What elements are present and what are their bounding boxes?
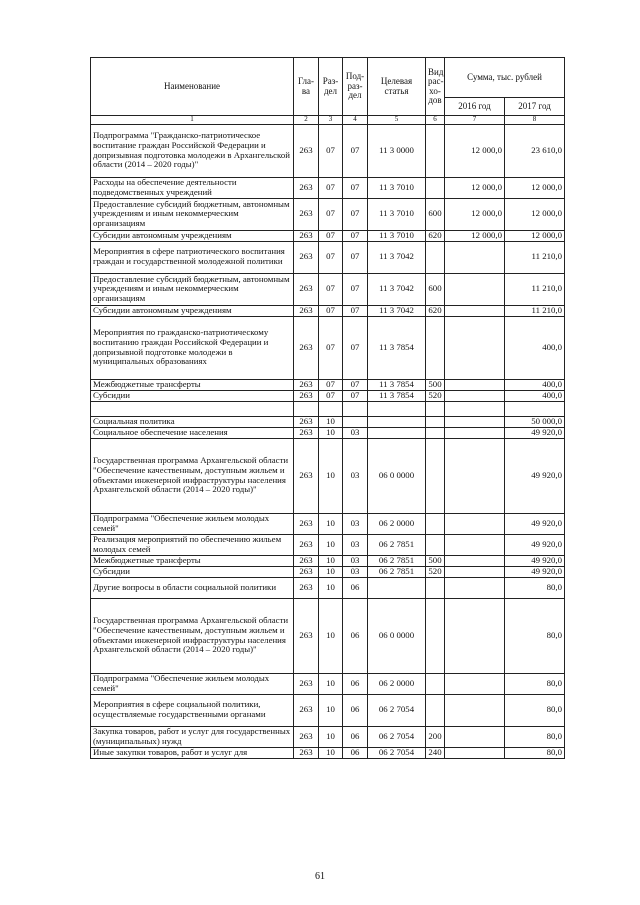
row-expense-type: [426, 124, 445, 177]
row-sum-2017: 80,0: [505, 726, 565, 747]
header-target-article: Целевая статья: [368, 58, 426, 116]
table-row: [91, 230, 565, 241]
row-name: Другие вопросы в области социальной политики: [91, 577, 294, 598]
budget-rows: [91, 124, 565, 758]
row-razdel: 07: [319, 230, 343, 241]
row-podrazdel: 03: [343, 534, 368, 555]
header-sum: Сумма, тыс. рублей: [445, 58, 565, 98]
row-glava: 263: [294, 241, 319, 273]
row-name: Государственная программа Архангельской области "Обеспечение качественным, доступным жильем и объектами инженерной инфраструктуры населения Архангельской области (2014 – 2020 годы)": [91, 438, 294, 513]
row-glava: 263: [294, 177, 319, 198]
row-sum-2017: 80,0: [505, 747, 565, 758]
column-number: 7: [445, 116, 505, 125]
row-sum-2016: [445, 673, 505, 694]
column-number-row: [91, 116, 565, 125]
row-razdel: 10: [319, 416, 343, 427]
row-name: Социальное обеспечение населения: [91, 427, 294, 438]
row-name: Подпрограмма "Гражданско-патриотическое воспитание граждан Российской Федерации и допризывная подготовка молодежи в Архангельской области (2014 – 2020 годы)": [91, 124, 294, 177]
row-name: Иные закупки товаров, работ и услуг для: [91, 747, 294, 758]
row-name: Мероприятия по гражданско-патриотическому воспитанию граждан Российской Федерации и допризывной подготовке молодежи в муниципальных образованиях: [91, 316, 294, 379]
row-sum-2016: [445, 534, 505, 555]
column-number: 2: [294, 116, 319, 125]
row-target-article: 06 2 7851: [368, 566, 426, 577]
row-razdel: 10: [319, 577, 343, 598]
row-sum-2017: 11 210,0: [505, 241, 565, 273]
column-number: 3: [319, 116, 343, 125]
table-row: [91, 673, 565, 694]
row-expense-type: [426, 177, 445, 198]
row-razdel: 07: [319, 198, 343, 230]
row-podrazdel: 07: [343, 177, 368, 198]
row-razdel: 10: [319, 427, 343, 438]
row-glava: 263: [294, 390, 319, 401]
header-year-2017: 2017 год: [505, 98, 565, 116]
row-sum-2017: 400,0: [505, 316, 565, 379]
row-glava: 263: [294, 555, 319, 566]
row-podrazdel: 03: [343, 513, 368, 534]
row-sum-2016: [445, 316, 505, 379]
row-sum-2016: [445, 598, 505, 673]
row-sum-2017: 12 000,0: [505, 230, 565, 241]
row-podrazdel: 07: [343, 124, 368, 177]
table-row: [91, 726, 565, 747]
table-row: [91, 438, 565, 513]
row-sum-2016: 12 000,0: [445, 198, 505, 230]
row-glava: 263: [294, 726, 319, 747]
row-glava: 263: [294, 273, 319, 305]
row-expense-type: [426, 316, 445, 379]
table-row: [91, 241, 565, 273]
page-number: 61: [315, 871, 325, 882]
row-name: Мероприятия в сфере патриотического воспитания граждан и государственной молодежной политики: [91, 241, 294, 273]
row-glava: 263: [294, 694, 319, 726]
table-row: [91, 416, 565, 427]
row-sum-2017: 50 000,0: [505, 416, 565, 427]
row-podrazdel: 03: [343, 566, 368, 577]
row-razdel: 07: [319, 316, 343, 379]
row-target-article: [368, 427, 426, 438]
row-sum-2016: [445, 416, 505, 427]
row-sum-2017: 49 920,0: [505, 555, 565, 566]
row-glava: 263: [294, 305, 319, 316]
row-podrazdel: 07: [343, 305, 368, 316]
row-podrazdel: 07: [343, 273, 368, 305]
row-podrazdel: 07: [343, 390, 368, 401]
row-razdel: [319, 401, 343, 416]
table-row: [91, 577, 565, 598]
row-sum-2016: 12 000,0: [445, 124, 505, 177]
row-sum-2016: [445, 747, 505, 758]
row-glava: 263: [294, 427, 319, 438]
row-sum-2016: [445, 273, 505, 305]
row-expense-type: 500: [426, 379, 445, 390]
table-row: [91, 747, 565, 758]
table-row: [91, 390, 565, 401]
row-razdel: 07: [319, 273, 343, 305]
row-glava: 263: [294, 438, 319, 513]
row-podrazdel: 03: [343, 555, 368, 566]
row-expense-type: [426, 401, 445, 416]
row-target-article: 06 2 7851: [368, 555, 426, 566]
header-expense-type: Вид рас-хо-дов: [426, 58, 445, 116]
row-name: Субсидии: [91, 566, 294, 577]
row-glava: 263: [294, 747, 319, 758]
row-sum-2017: 80,0: [505, 577, 565, 598]
header-year-2016: 2016 год: [445, 98, 505, 116]
row-glava: 263: [294, 198, 319, 230]
row-expense-type: 600: [426, 273, 445, 305]
row-podrazdel: 07: [343, 379, 368, 390]
row-glava: 263: [294, 513, 319, 534]
row-sum-2016: [445, 726, 505, 747]
row-name: Закупка товаров, работ и услуг для государственных (муниципальных) нужд: [91, 726, 294, 747]
row-target-article: 11 3 7042: [368, 305, 426, 316]
row-podrazdel: 07: [343, 198, 368, 230]
row-podrazdel: 06: [343, 747, 368, 758]
table-row: [91, 177, 565, 198]
table-row: [91, 427, 565, 438]
row-glava: 263: [294, 534, 319, 555]
header-podrazdel: Под-раз-дел: [343, 58, 368, 116]
row-sum-2016: [445, 390, 505, 401]
table-row: [91, 598, 565, 673]
row-sum-2016: 12 000,0: [445, 230, 505, 241]
row-target-article: [368, 401, 426, 416]
row-name: Подпрограмма "Обеспечение жильем молодых семей": [91, 673, 294, 694]
row-glava: 263: [294, 230, 319, 241]
row-expense-type: 240: [426, 747, 445, 758]
row-target-article: 11 3 7010: [368, 177, 426, 198]
row-sum-2017: 400,0: [505, 390, 565, 401]
row-glava: 263: [294, 673, 319, 694]
row-name: Межбюджетные трансферты: [91, 555, 294, 566]
header-name: Наименование: [91, 58, 294, 116]
row-target-article: 06 0 0000: [368, 438, 426, 513]
table-row: [91, 555, 565, 566]
row-sum-2017: 49 920,0: [505, 534, 565, 555]
row-sum-2016: [445, 513, 505, 534]
row-razdel: 10: [319, 438, 343, 513]
row-razdel: 10: [319, 513, 343, 534]
row-target-article: 11 3 7854: [368, 379, 426, 390]
row-razdel: 07: [319, 177, 343, 198]
row-target-article: 06 2 7054: [368, 694, 426, 726]
table-row: [91, 534, 565, 555]
row-expense-type: 520: [426, 566, 445, 577]
row-glava: 263: [294, 124, 319, 177]
row-name: Реализация мероприятий по обеспечению жильем молодых семей: [91, 534, 294, 555]
row-sum-2017: 12 000,0: [505, 198, 565, 230]
row-expense-type: 620: [426, 230, 445, 241]
column-number: 8: [505, 116, 565, 125]
row-glava: 263: [294, 577, 319, 598]
row-name: Межбюджетные трансферты: [91, 379, 294, 390]
row-target-article: 06 2 7054: [368, 726, 426, 747]
row-sum-2017: 23 610,0: [505, 124, 565, 177]
row-sum-2017: 11 210,0: [505, 273, 565, 305]
row-sum-2017: 80,0: [505, 673, 565, 694]
row-podrazdel: [343, 416, 368, 427]
row-podrazdel: 06: [343, 726, 368, 747]
budget-table: [90, 57, 565, 759]
row-expense-type: 600: [426, 198, 445, 230]
row-target-article: 11 3 7042: [368, 241, 426, 273]
row-razdel: 10: [319, 747, 343, 758]
row-sum-2017: 49 920,0: [505, 513, 565, 534]
row-razdel: 07: [319, 241, 343, 273]
row-glava: 263: [294, 598, 319, 673]
row-sum-2017: 400,0: [505, 379, 565, 390]
row-razdel: 10: [319, 598, 343, 673]
row-razdel: 10: [319, 555, 343, 566]
row-podrazdel: 06: [343, 673, 368, 694]
row-podrazdel: 07: [343, 241, 368, 273]
row-glava: 263: [294, 416, 319, 427]
row-podrazdel: 06: [343, 577, 368, 598]
row-expense-type: 520: [426, 390, 445, 401]
row-expense-type: [426, 513, 445, 534]
row-name: [91, 401, 294, 416]
row-target-article: 11 3 0000: [368, 124, 426, 177]
row-target-article: 06 2 7851: [368, 534, 426, 555]
row-sum-2016: [445, 577, 505, 598]
header-razdel: Раз-дел: [319, 58, 343, 116]
blank-row: [91, 401, 565, 416]
row-name: Субсидии автономным учреждениям: [91, 230, 294, 241]
row-sum-2017: [505, 401, 565, 416]
table-row: [91, 316, 565, 379]
row-expense-type: [426, 427, 445, 438]
row-sum-2017: 12 000,0: [505, 177, 565, 198]
row-name: Социальная политика: [91, 416, 294, 427]
row-sum-2017: 49 920,0: [505, 566, 565, 577]
row-name: Предоставление субсидий бюджетным, автономным учреждениям и иным некоммерческим организациям: [91, 273, 294, 305]
row-razdel: 07: [319, 390, 343, 401]
row-name: Мероприятия в сфере социальной политики, осуществляемые государственными органами: [91, 694, 294, 726]
row-razdel: 10: [319, 673, 343, 694]
row-expense-type: [426, 577, 445, 598]
row-sum-2016: 12 000,0: [445, 177, 505, 198]
table-row: [91, 513, 565, 534]
row-expense-type: 500: [426, 555, 445, 566]
row-sum-2016: [445, 241, 505, 273]
row-target-article: 06 0 0000: [368, 598, 426, 673]
budget-page: [90, 57, 564, 759]
row-glava: 263: [294, 566, 319, 577]
row-podrazdel: 06: [343, 694, 368, 726]
row-podrazdel: 07: [343, 230, 368, 241]
row-razdel: 10: [319, 694, 343, 726]
row-target-article: 06 2 0000: [368, 673, 426, 694]
row-target-article: [368, 416, 426, 427]
row-name: Предоставление субсидий бюджетным, автономным учреждениям и иным некоммерческим организациям: [91, 198, 294, 230]
row-sum-2017: 11 210,0: [505, 305, 565, 316]
table-row: [91, 379, 565, 390]
row-sum-2016: [445, 694, 505, 726]
table-row: [91, 198, 565, 230]
table-row: [91, 273, 565, 305]
row-name: Расходы на обеспечение деятельности подведомственных учреждений: [91, 177, 294, 198]
row-expense-type: [426, 416, 445, 427]
row-target-article: 11 3 7854: [368, 390, 426, 401]
row-razdel: 07: [319, 379, 343, 390]
row-sum-2017: 80,0: [505, 694, 565, 726]
row-podrazdel: 07: [343, 316, 368, 379]
row-target-article: 06 2 7054: [368, 747, 426, 758]
row-sum-2016: [445, 438, 505, 513]
row-name: Подпрограмма "Обеспечение жильем молодых семей": [91, 513, 294, 534]
table-row: [91, 566, 565, 577]
column-number: 5: [368, 116, 426, 125]
row-sum-2016: [445, 401, 505, 416]
row-target-article: [368, 577, 426, 598]
row-name: Субсидии автономным учреждениям: [91, 305, 294, 316]
table-row: [91, 694, 565, 726]
row-target-article: 11 3 7042: [368, 273, 426, 305]
header-glava: Гла-ва: [294, 58, 319, 116]
row-razdel: 07: [319, 305, 343, 316]
row-expense-type: [426, 438, 445, 513]
row-podrazdel: 03: [343, 427, 368, 438]
row-expense-type: [426, 694, 445, 726]
row-podrazdel: 06: [343, 598, 368, 673]
row-glava: 263: [294, 379, 319, 390]
row-podrazdel: 03: [343, 438, 368, 513]
row-sum-2017: 49 920,0: [505, 438, 565, 513]
row-target-article: 11 3 7010: [368, 230, 426, 241]
table-row: [91, 305, 565, 316]
table-row: [91, 124, 565, 177]
row-podrazdel: [343, 401, 368, 416]
row-razdel: 10: [319, 534, 343, 555]
row-razdel: 10: [319, 566, 343, 577]
row-expense-type: [426, 241, 445, 273]
row-razdel: 07: [319, 124, 343, 177]
row-expense-type: 200: [426, 726, 445, 747]
row-name: Государственная программа Архангельской области "Обеспечение качественным, доступным жильем и объектами инженерной инфраструктуры населения Архангельской области (2014 – 2020 годы)": [91, 598, 294, 673]
row-glava: [294, 401, 319, 416]
row-expense-type: [426, 598, 445, 673]
column-number: 1: [91, 116, 294, 125]
row-target-article: 11 3 7010: [368, 198, 426, 230]
row-target-article: 11 3 7854: [368, 316, 426, 379]
row-sum-2016: [445, 379, 505, 390]
row-sum-2017: 80,0: [505, 598, 565, 673]
row-expense-type: [426, 534, 445, 555]
row-sum-2017: 49 920,0: [505, 427, 565, 438]
row-sum-2016: [445, 305, 505, 316]
row-name: Субсидии: [91, 390, 294, 401]
row-expense-type: [426, 673, 445, 694]
row-sum-2016: [445, 427, 505, 438]
column-number: 4: [343, 116, 368, 125]
row-glava: 263: [294, 316, 319, 379]
row-sum-2016: [445, 555, 505, 566]
row-target-article: 06 2 0000: [368, 513, 426, 534]
row-razdel: 10: [319, 726, 343, 747]
row-expense-type: 620: [426, 305, 445, 316]
column-number: 6: [426, 116, 445, 125]
row-sum-2016: [445, 566, 505, 577]
